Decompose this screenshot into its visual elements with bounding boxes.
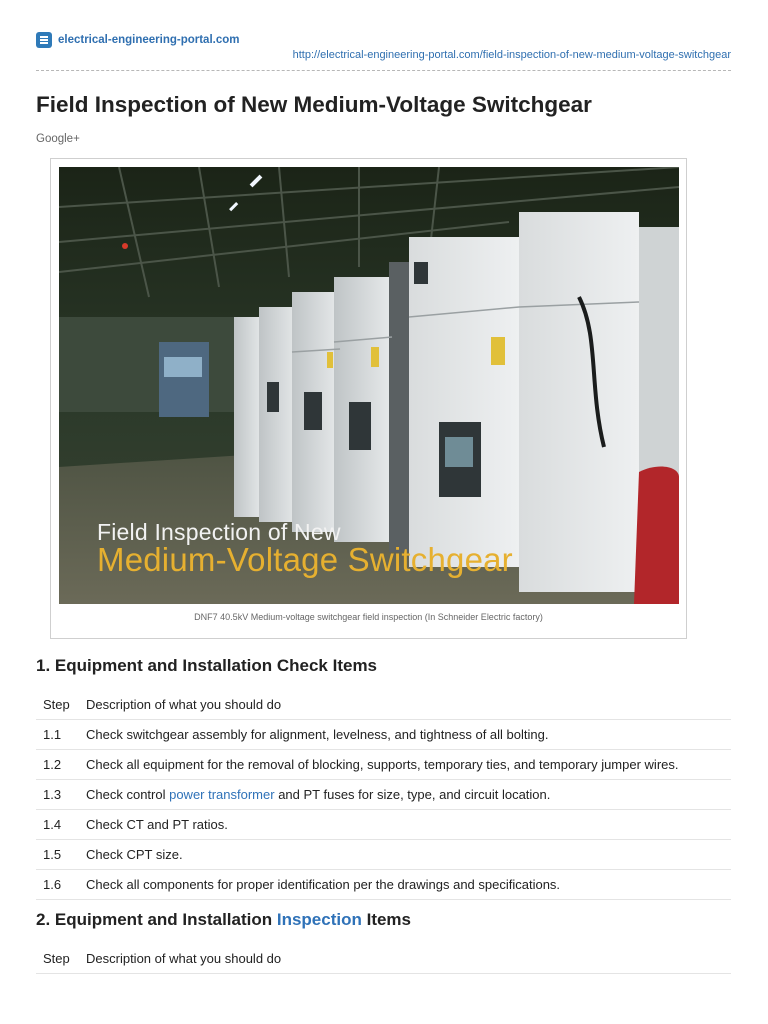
article-figure [50, 158, 687, 639]
header-divider [36, 70, 731, 71]
section2-heading-pre: 2. Equipment and Installation [36, 910, 277, 929]
site-logo-icon [36, 32, 52, 48]
inspection-link[interactable]: Inspection [276, 910, 362, 929]
page-title: Field Inspection of New Medium-Voltage Switchgear [36, 92, 592, 117]
row-step: 1.5 [43, 847, 62, 862]
section2-heading [36, 910, 411, 930]
table-row [36, 870, 731, 900]
table-row [36, 780, 731, 810]
row-desc: Check CPT size. [86, 847, 183, 862]
row-step: 1.1 [43, 727, 62, 742]
figure-caption: DNF7 40.5kV Medium-voltage switchgear field inspection (In Schneider Electric factory) [194, 612, 543, 622]
table-header-row [36, 944, 731, 974]
switchgear-photo [59, 167, 679, 604]
row-desc: Check all equipment for the removal of blocking, supports, temporary ties, and temporary jumper wires. [86, 757, 679, 772]
col-desc-header: Description of what you should do [86, 697, 282, 712]
col-step-header: Step [43, 951, 70, 966]
row-step: 1.2 [43, 757, 62, 772]
site-brand[interactable] [36, 32, 240, 48]
table-row [36, 840, 731, 870]
row-desc: Check all components for proper identification per the drawings and specifications. [86, 877, 561, 892]
table-row [36, 750, 731, 780]
table-row [36, 810, 731, 840]
row-step: 1.4 [43, 817, 62, 832]
section2-heading-post: Items [361, 910, 412, 929]
photo-overlay-line2: Medium-Voltage Switchgear [97, 541, 513, 578]
section1-heading: 1. Equipment and Installation Check Items [36, 656, 378, 675]
section2-table [36, 944, 731, 974]
section1-table [36, 690, 731, 900]
col-step-header: Step [43, 697, 70, 712]
row-step: 1.6 [43, 877, 62, 892]
table-row [36, 720, 731, 750]
row-desc [86, 787, 731, 802]
site-header [36, 32, 731, 72]
row-desc: Check switchgear assembly for alignment, levelness, and tightness of all bolting. [86, 727, 549, 742]
col-desc-header: Description of what you should do [86, 951, 282, 966]
site-name[interactable]: electrical-engineering-portal.com [58, 34, 240, 46]
table-header-row [36, 690, 731, 720]
row-step: 1.3 [43, 787, 62, 802]
power-transformer-link[interactable]: power transformer [169, 787, 275, 802]
row-desc-pre: Check control [86, 787, 170, 802]
photo-overlay-line1: Field Inspection of New [97, 519, 341, 545]
source-url[interactable]: http://electrical-engineering-portal.com/field-inspection-of-new-medium-voltage-switchgear [292, 49, 731, 61]
row-desc-post: and PT fuses for size, type, and circuit location. [274, 787, 551, 802]
row-desc: Check CT and PT ratios. [86, 817, 228, 832]
google-plus-link[interactable]: Google+ [36, 133, 80, 145]
